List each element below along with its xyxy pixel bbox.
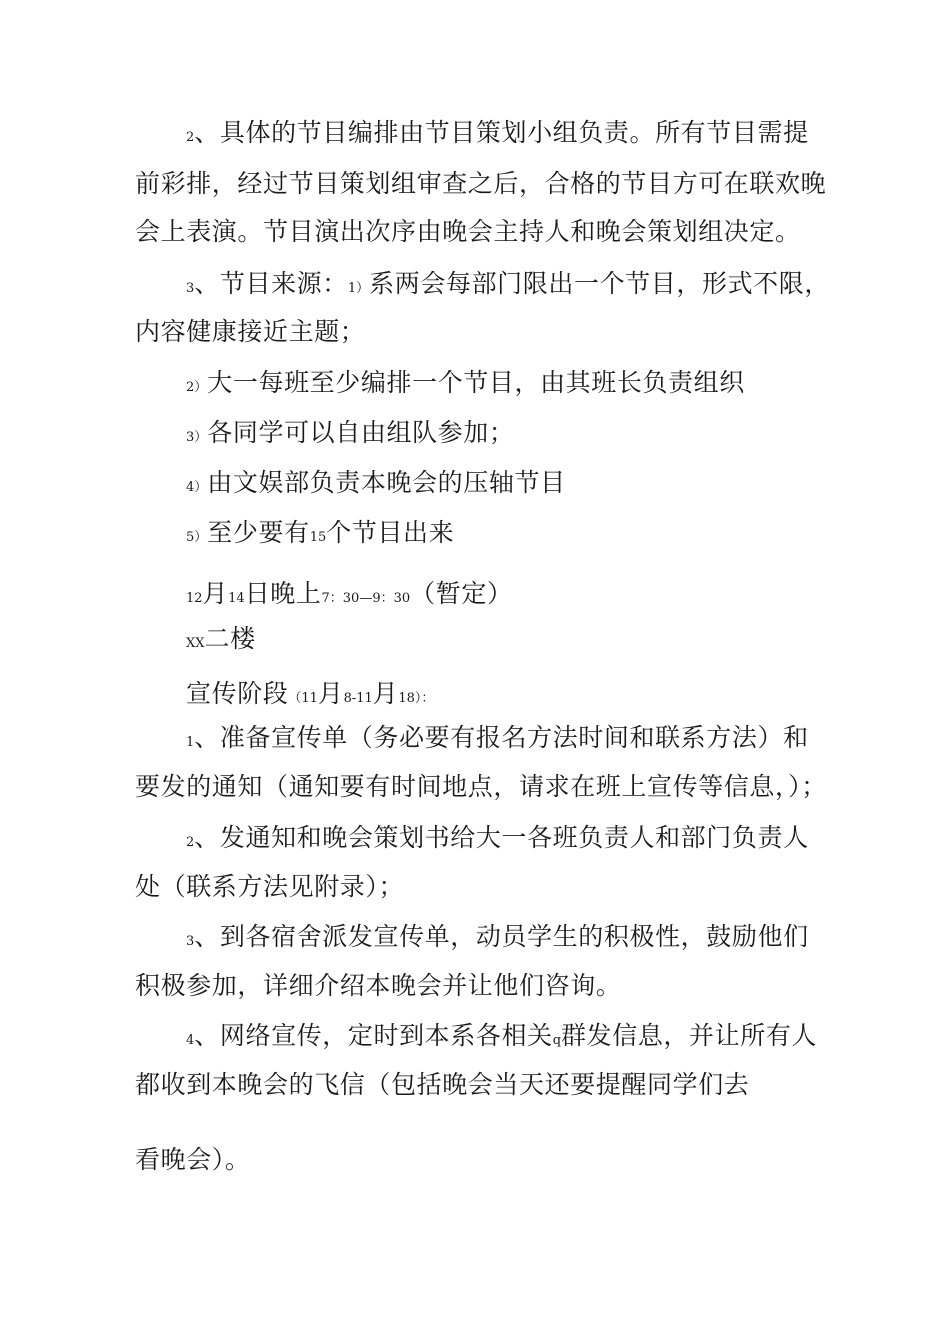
line-text: 、节目来源： — [194, 269, 348, 298]
line-text: （暂定） — [410, 579, 513, 608]
paragraph-line — [186, 517, 454, 554]
paragraph-line — [135, 168, 826, 200]
inline-letter: q — [552, 1033, 562, 1048]
line-text: 系两会每部门限出一个节目，形式不限， — [369, 269, 830, 298]
event-date — [186, 578, 513, 615]
paragraph-line — [135, 970, 621, 1002]
item-number: 4 — [186, 1033, 195, 1048]
item-number: 1） — [347, 281, 370, 296]
date-number: 14 — [228, 591, 245, 606]
line-text: 、发通知和晚会策划书给大一各班负责人和部门负责人 — [194, 823, 809, 852]
paragraph-line — [135, 216, 801, 248]
line-text: 要发的通知（通知要有时间地点，请求在班上宣传等信息，）； — [135, 772, 827, 801]
line-text: 月 — [202, 579, 229, 608]
paragraph-line — [186, 117, 809, 154]
line-text: 大一每班至少编排一个节目，由其班长负责组织 — [207, 368, 745, 397]
paragraph-line — [135, 771, 827, 803]
item-number: 1 — [186, 735, 195, 750]
line-text: 二楼 — [204, 624, 256, 653]
paragraph-line — [135, 1069, 749, 1101]
item-number: 4） — [186, 480, 208, 495]
line-text: 都收到本晚会的飞信（包括晚会当天还要提醒同学们去 — [135, 1070, 750, 1099]
line-text: 群发信息，并让所有人 — [561, 1021, 818, 1050]
paragraph-line — [186, 467, 566, 504]
item-number: 2） — [186, 380, 208, 395]
paragraph-line — [186, 921, 809, 958]
line-text: 由文娱部负责本晚会的压轴节目 — [207, 468, 566, 497]
date-number: （11 — [288, 691, 318, 706]
line-text: 内容健康接近主题； — [135, 317, 366, 346]
line-text: 各同学可以自由组队参加； — [207, 418, 515, 447]
line-text: 积极参加，详细介绍本晚会并让他们咨询。 — [135, 971, 622, 1000]
paragraph-line — [186, 722, 809, 759]
item-number: 3 — [186, 281, 195, 296]
item-number: 2 — [186, 130, 195, 145]
paragraph-line — [186, 822, 809, 859]
item-number: 3） — [186, 430, 208, 445]
item-number: 2 — [186, 835, 195, 850]
item-number: 15 — [309, 530, 327, 545]
date-number: 8-11 — [343, 691, 373, 706]
date-number: 18）： — [398, 691, 435, 706]
line-text: 、准备宣传单（务必要有报名方法时间和联系方法）和 — [194, 723, 809, 752]
item-number: 5） — [186, 530, 208, 545]
line-text: 会上表演。节目演出次序由晚会主持人和晚会策划组决定。 — [135, 217, 801, 246]
line-text: 月 — [317, 679, 344, 708]
time-range: 7：30—9：30 — [321, 591, 411, 606]
paragraph-line — [186, 1020, 817, 1057]
paragraph-line — [186, 367, 745, 404]
line-text: 处（联系方法见附录）； — [135, 872, 405, 901]
paragraph-line — [135, 316, 365, 348]
line-text: 个节目出来 — [326, 518, 455, 547]
line-text: 看晚会）。 — [135, 1145, 251, 1174]
line-text: 、网络宣传，定时到本系各相关 — [194, 1021, 553, 1050]
paragraph-line — [186, 268, 830, 305]
line-text: 至少要有 — [207, 518, 310, 547]
line-text: 宣传阶段 — [186, 679, 289, 708]
item-number: 3 — [186, 934, 195, 949]
line-text: 日晚上 — [244, 579, 322, 608]
paragraph-line — [186, 417, 514, 454]
event-location — [186, 623, 256, 660]
line-text: 、具体的节目编排由节目策划小组负责。所有节目需提 — [194, 118, 809, 147]
line-text: 、到各宿舍派发宣传单，动员学生的积极性，鼓励他们 — [194, 922, 809, 951]
location-code: XX — [186, 636, 205, 651]
line-text: 月 — [372, 679, 399, 708]
paragraph-line — [135, 1144, 251, 1176]
section-heading — [186, 678, 434, 715]
line-text: 前彩排，经过节目策划组审查之后，合格的节目方可在联欢晚 — [135, 169, 827, 198]
paragraph-line — [135, 871, 404, 903]
date-number: 12 — [186, 591, 203, 606]
